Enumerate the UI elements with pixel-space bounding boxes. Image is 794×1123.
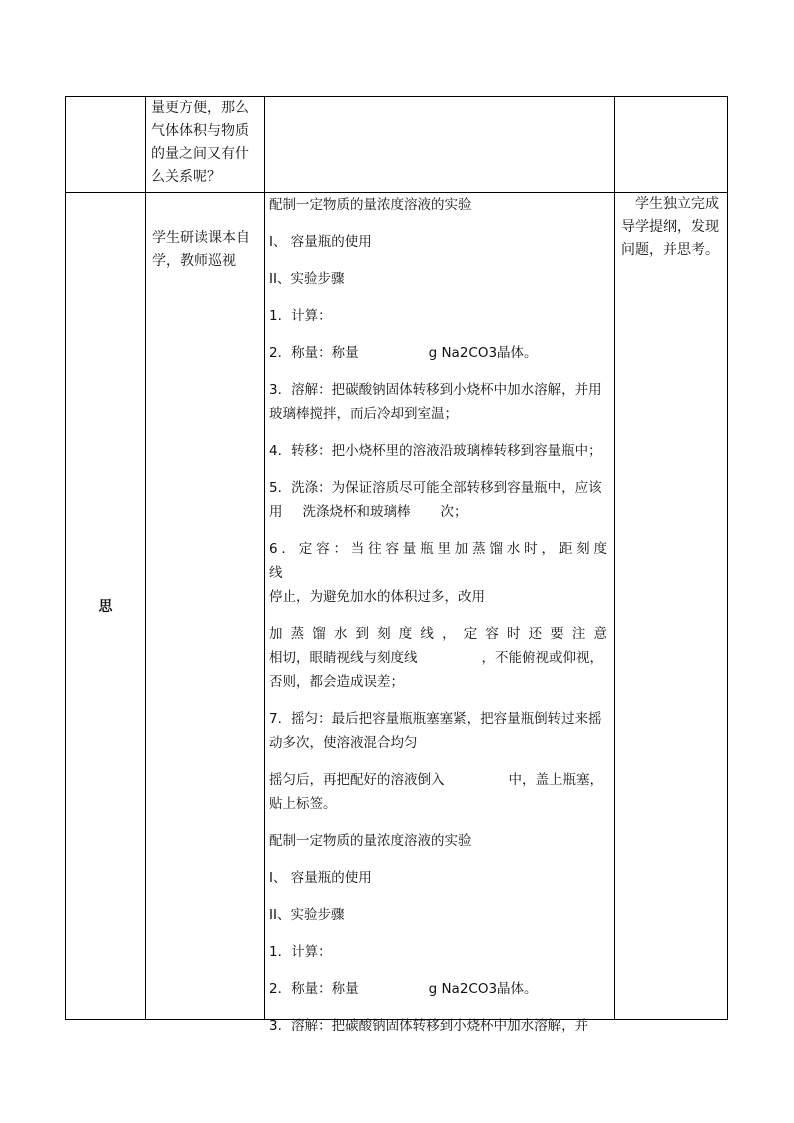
step-text: 中，盖上瓶塞，贴上标签。 bbox=[269, 772, 603, 812]
list-item: I、 容量瓶的使用 bbox=[269, 234, 372, 250]
step-dissolve: 3．溶解：把碳酸钠固体转移到小烧杯中加水溶解，并用玻璃棒搅拌，而后冷却到室温； bbox=[269, 382, 602, 422]
step-text: 5．洗涤：为保证溶质尽可能全部转移到容量瓶中，应该用 bbox=[269, 480, 602, 520]
step-fix-volume-p2: 加蒸馏水到刻度线，定容时还要注意 bbox=[269, 626, 610, 642]
empty-cell bbox=[265, 97, 615, 193]
step-fix-volume-cont: 停止，为避免加水的体积过多，改用 bbox=[269, 589, 485, 605]
step-fix-volume-p2-cont bbox=[269, 646, 610, 694]
section-title: 配制一定物质的量浓度溶液的实验 bbox=[269, 833, 472, 849]
step-fix-volume: 6．定容：当往容量瓶里加蒸馏水时，距刻度线 bbox=[269, 541, 610, 581]
question-text: 量更方便，那么气体体积与物质的量之间又有什么关系呢？ bbox=[151, 100, 249, 185]
student-task-text: 学生独立完成导学提纲，发现问题，并思考。 bbox=[621, 196, 719, 258]
step-text: ，不能俯视或仰视，否则，都会造成误差； bbox=[269, 650, 603, 690]
empty-cell bbox=[615, 97, 728, 193]
lesson-plan-table bbox=[65, 96, 728, 1034]
question-cell bbox=[146, 97, 265, 193]
step-text: 次； bbox=[440, 504, 468, 520]
step-transfer: 4．转移：把小烧杯里的溶液沿玻璃棒转移到容量瓶中； bbox=[269, 443, 602, 459]
content-cell bbox=[265, 193, 615, 1034]
step-text: 洗涤烧杯和玻璃棒 bbox=[302, 504, 411, 520]
list-item: II、实验步骤 bbox=[269, 907, 345, 923]
stage-label: 思 bbox=[66, 193, 146, 1020]
step-text: 相切，眼睛视线与刻度线 bbox=[269, 650, 418, 666]
activity-cell bbox=[146, 193, 265, 1020]
step-calc: 1．计算： bbox=[269, 944, 332, 960]
step-shake: 7．摇匀：最后把容量瓶瓶塞塞紧，把容量瓶倒转过来摇动多次，使溶液混合均匀 bbox=[269, 711, 602, 751]
step-weigh bbox=[269, 328, 610, 365]
content-body bbox=[265, 193, 614, 1034]
table-row bbox=[66, 193, 728, 1020]
step-calc: 1．计算： bbox=[269, 308, 332, 324]
step-text: 摇匀后，再把配好的溶液倒入 bbox=[269, 772, 445, 788]
step-weigh bbox=[269, 964, 610, 1001]
empty-cell bbox=[66, 97, 146, 193]
section-title: 配制一定物质的量浓度溶液的实验 bbox=[269, 197, 472, 213]
student-task-cell bbox=[615, 193, 728, 1020]
step-dissolve: 3．溶解：把碳酸钠固体转移到小烧杯中加水溶解，并 bbox=[269, 1018, 589, 1034]
list-item: I、 容量瓶的使用 bbox=[269, 870, 372, 886]
step-text: g Na2CO3晶体。 bbox=[428, 981, 538, 997]
step-shake-p2 bbox=[269, 755, 610, 816]
step-text: 2．称量：称量 bbox=[269, 981, 359, 997]
step-text: 2．称量：称量 bbox=[269, 345, 359, 361]
table-row bbox=[66, 97, 728, 193]
step-wash bbox=[269, 463, 610, 524]
step-text: g Na2CO3晶体。 bbox=[428, 345, 538, 361]
list-item: II、实验步骤 bbox=[269, 271, 345, 287]
activity-text: 学生研读课本自学，教师巡视 bbox=[152, 230, 250, 269]
